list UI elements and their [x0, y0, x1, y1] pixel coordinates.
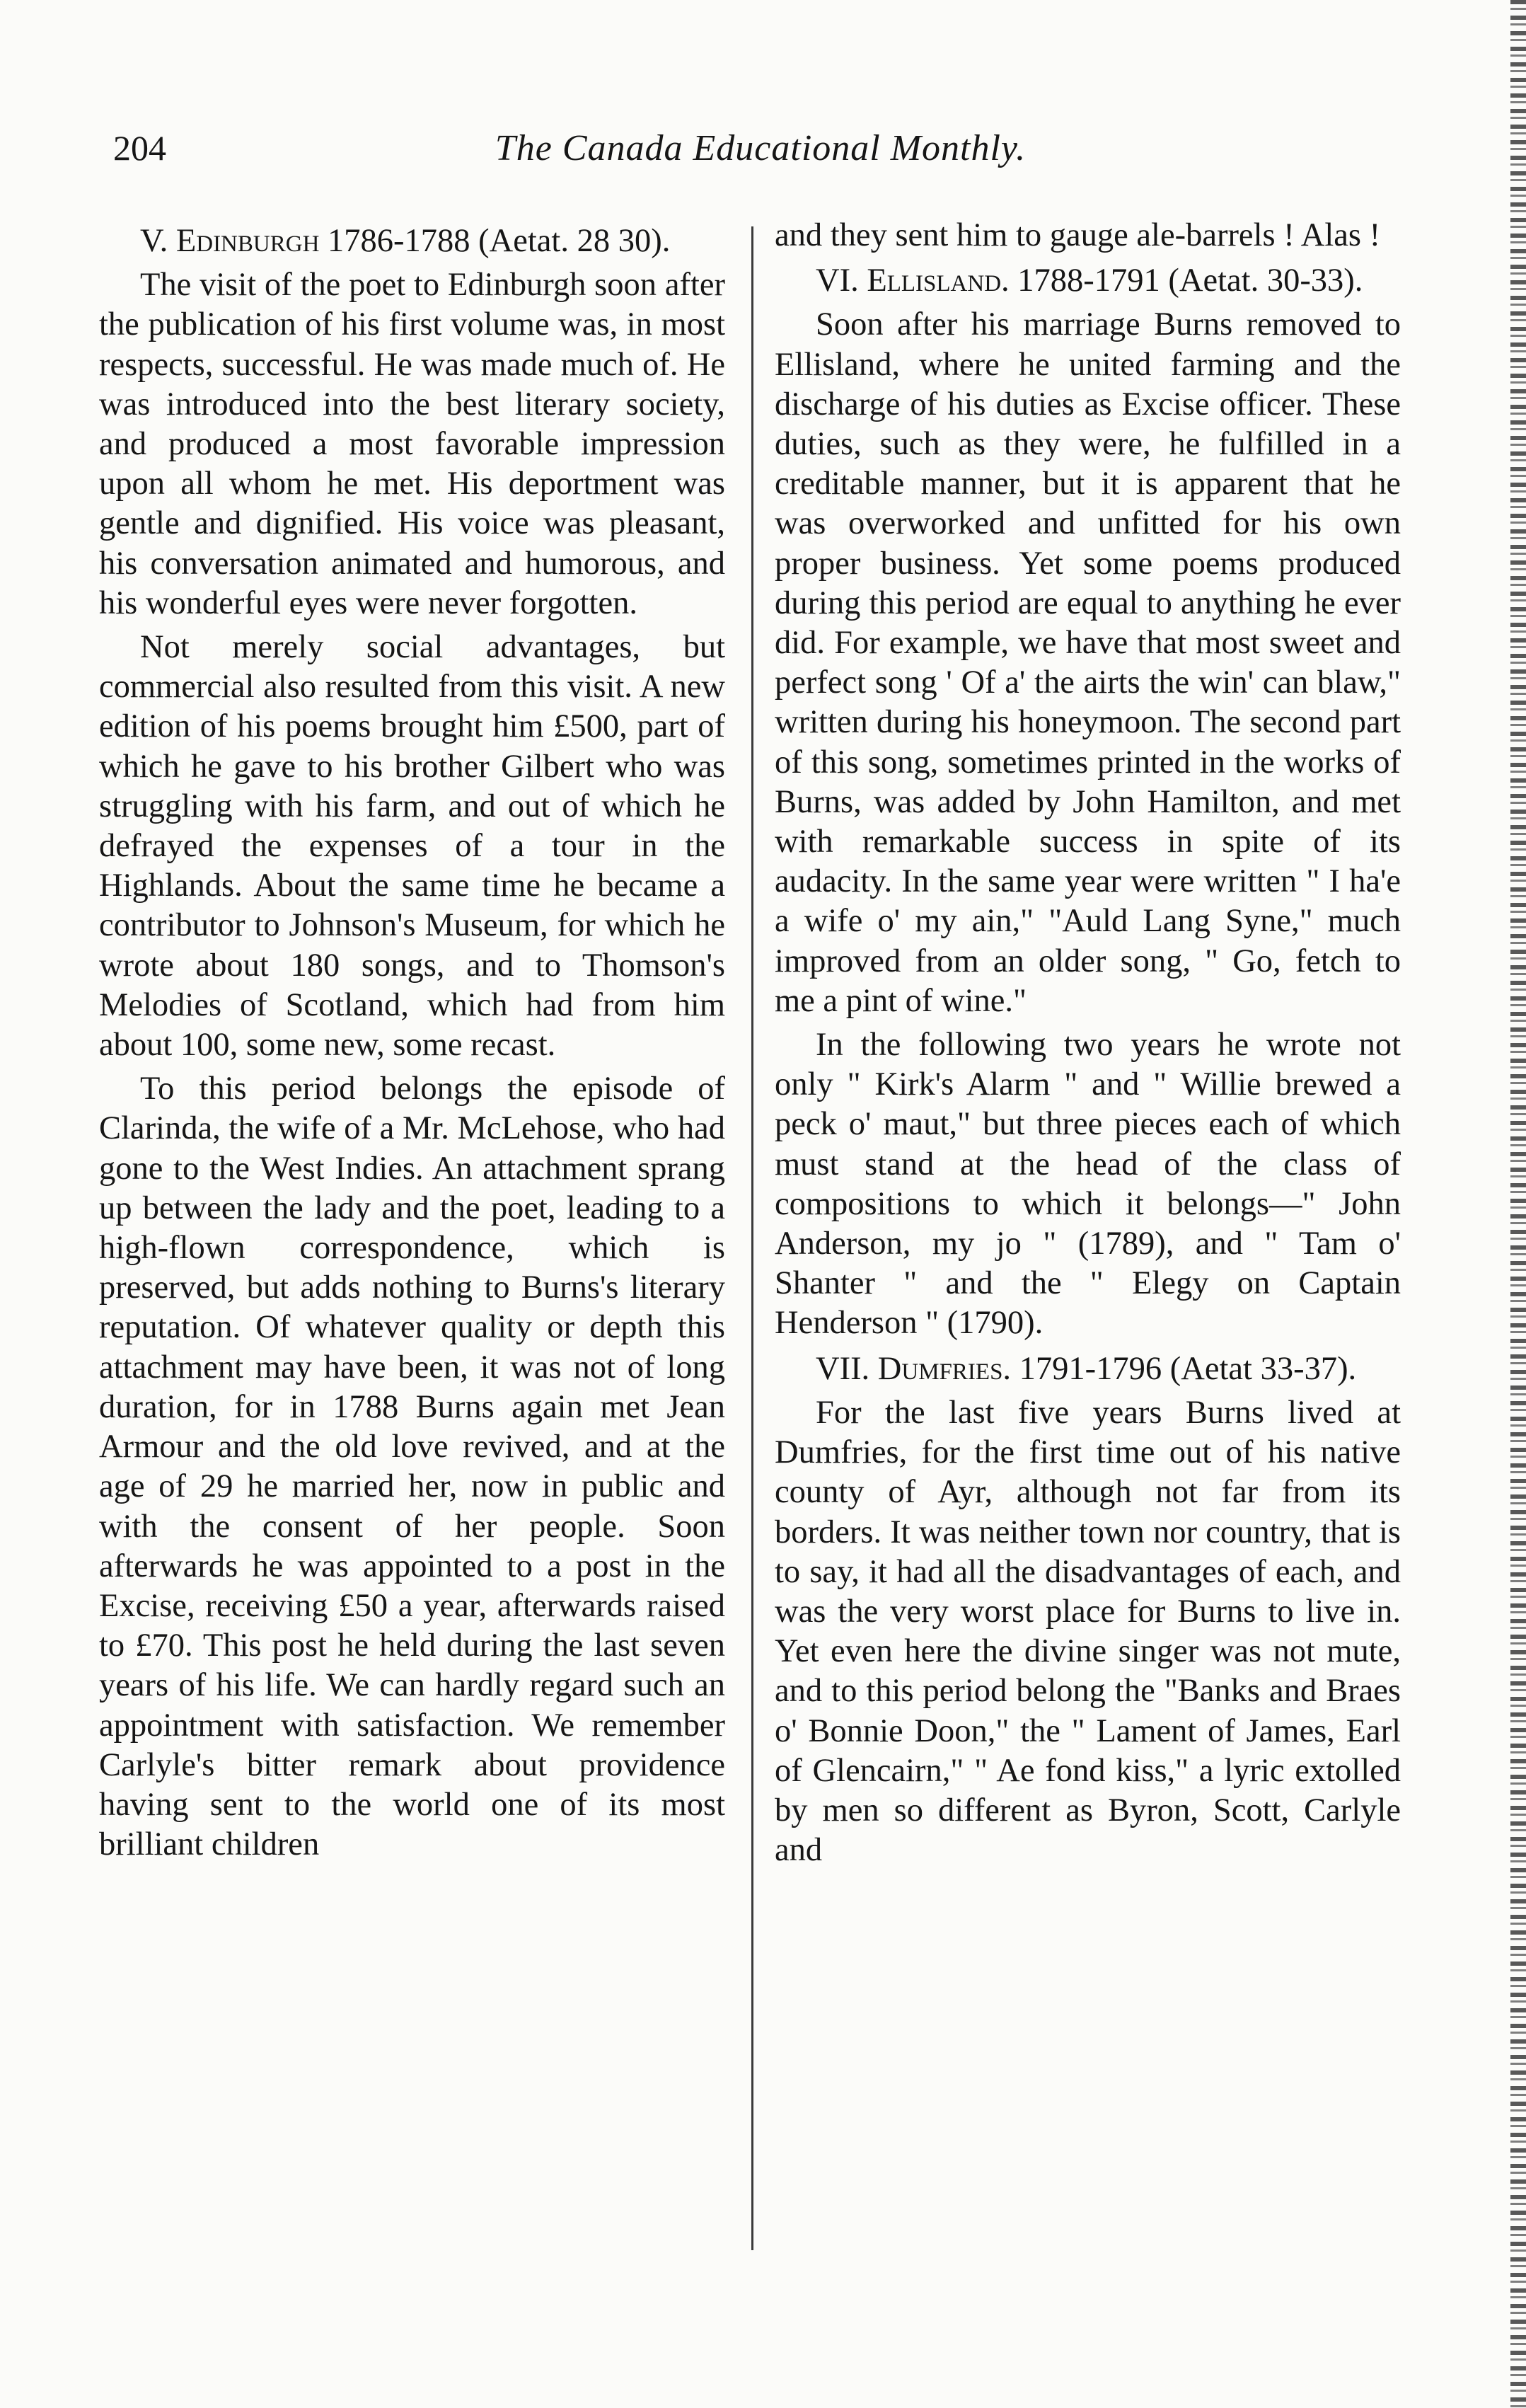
paragraph: To this period belongs the episode of Clarinda, the wife of a Mr. McLehose, who had gone to the West Indies. An attachment sprang up between the lady and the poet, leading to a high-flown correspondence, which is preserved, but adds nothing to Burns's literary reputation. Of whatever quality or depth this attachment may have been, it was not of long duration, for in 1788 Burns again met Jean Armour and the old love revived, and at the age of 29 he married her, now in public and with the consent of her people. Soon afterwards he was appointed to a post in the Excise, receiving £50 a year, afterwards raised to £70. This post he held during the last seven years of his life. We can hardly regard such an appointment with satisfaction. We remember Carlyle's bitter remark about providence having sent to the world one of its most brilliant children [99, 1071, 725, 1863]
paragraph: Not merely social advantages, but commercial also resulted from this visit. A new edition of his poems brought him £500, part of which he gave to his brother Gilbert who was struggling with his farm, and out of which he defrayed the expenses of a tour in the Highlands. About the same time he became a contributor to Johnson's Museum, for which he wrote about 180 songs, and to Thomson's Melodies of Scotland, which had from him about 100, some new, some recast. [99, 629, 725, 1064]
section-heading-edinburgh [99, 221, 725, 261]
column-divider [751, 226, 753, 2250]
section-heading-dates: 1791-1796 (Aetat 33-37). [1011, 1350, 1357, 1387]
section-heading-dates: 1786-1788 (Aetat. 28 30). [319, 223, 671, 259]
page-number: 204 [113, 128, 166, 168]
section-heading-dumfries [775, 1349, 1401, 1389]
paragraph-continuation: and they sent him to gauge ale-barrels ! Alas ! [775, 217, 1381, 253]
right-column [775, 216, 1401, 1870]
section-heading-name: VI. Ellisland. [816, 263, 1010, 299]
section-heading-name: VII. Dumfries. [816, 1350, 1012, 1387]
paragraph: In the following two years he wrote not only " Kirk's Alarm " and " Willie brewed a peck o' maut," but three pieces each of which must stand at the head of the class of compositions to which it belongs—" John Anderson, my jo " (1789), and " Tam o' Shanter " and the " Elegy on Captain Henderson " (1790). [775, 1027, 1401, 1342]
paragraph: The visit of the poet to Edinburgh soon after the publication of his first volume was, in most respects, successful. He was made much of. He was introduced into the best literary society, and produced a most favorable impression upon all whom he met. His deportment was gentle and dignified. His voice was pleasant, his conversation animated and humorous, and his wonderful eyes were never forgotten. [99, 267, 725, 621]
paragraph: Soon after his marriage Burns removed to Ellisland, where he united farming and the discharge of his duties as Excise officer. These duties, such as they were, he fulfilled in a creditable manner, but it is apparent that he was overworked and unfitted for his own proper business. Yet some poems produced during this period are equal to anything he ever did. For example, we have that most sweet and perfect song ' Of a' the airts the win' can blaw," written during his honeymoon. The second part of this song, sometimes printed in the works of Burns, was added by John Hamilton, and met with remarkable success in spite of its audacity. In the same year were written " I ha'e a wife o' my ain," "Auld Lang Syne," much improved from an older song, " Go, fetch to me a pint of wine." [775, 306, 1401, 1019]
section-heading-dates: 1788-1791 (Aetat. 30-33). [1009, 263, 1363, 299]
running-title: The Canada Educational Monthly. [495, 128, 1027, 168]
paragraph: For the last five years Burns lived at Dumfries, for the first time out of his native county of Ayr, although not far from its borders. It was neither town nor country, that is to say, it had all the disadvantages of each, and was the very worst place for Burns to live in. Yet even here the divine singer was not mute, and to this period belong the "Banks and Braes o' Bonnie Doon," the " Lament of James, Earl of Glencairn," " Ae fond kiss," a lyric extolled by men so different as Byron, Scott, Carlyle and [775, 1394, 1401, 1869]
section-heading-name: V. Edinburgh [140, 223, 320, 259]
left-column [99, 216, 725, 1865]
scan-edge [1510, 0, 1526, 2408]
page-header [113, 127, 1408, 191]
section-heading-ellisland [775, 261, 1401, 301]
